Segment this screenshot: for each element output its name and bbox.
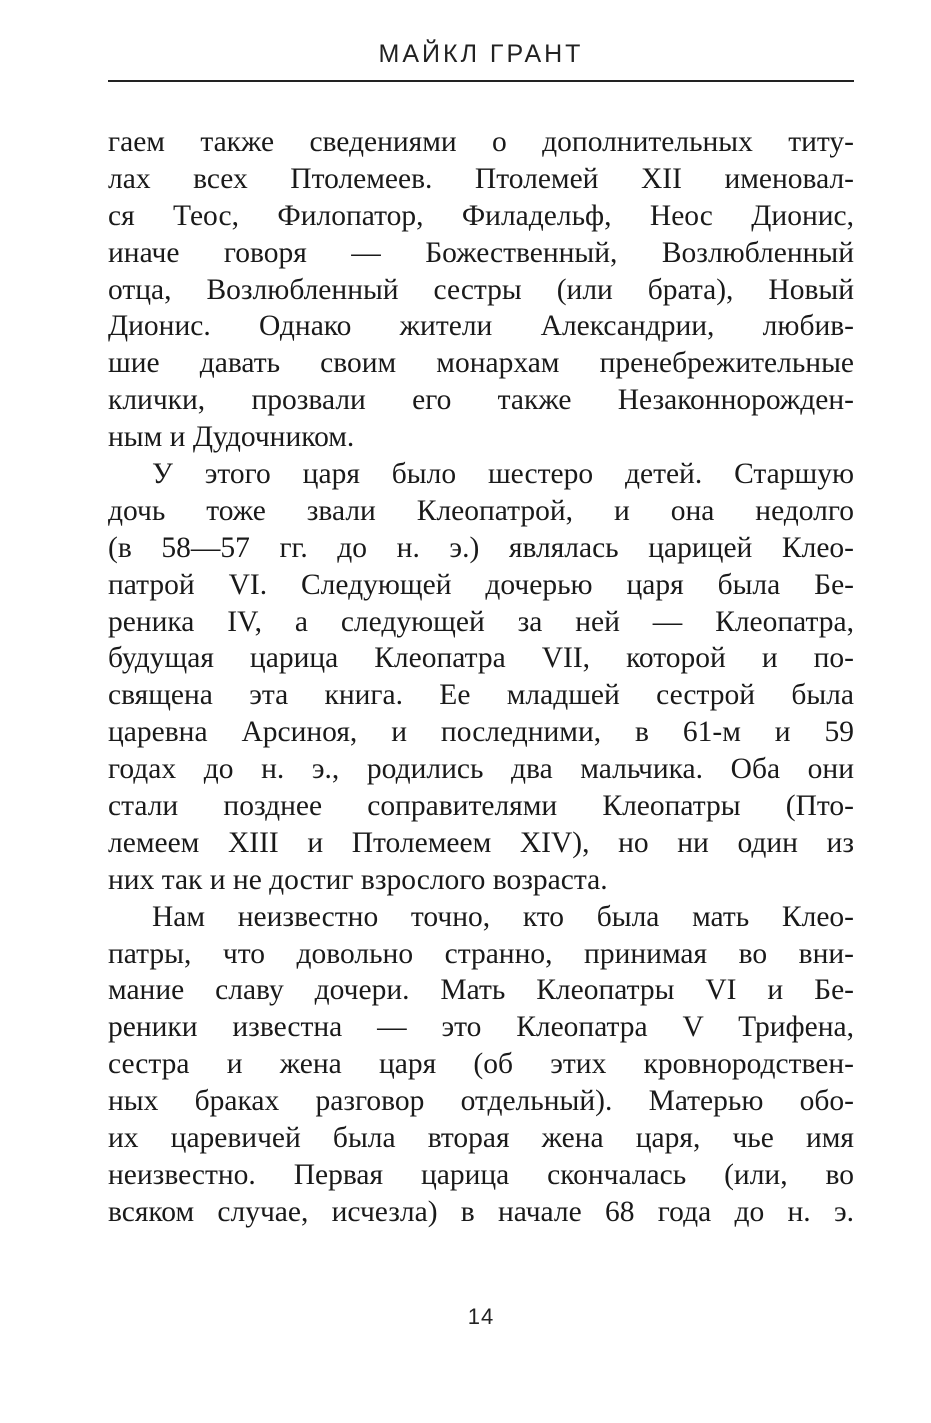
text-line: ным и Дудочником.	[108, 421, 355, 454]
text-line: священа эта книга. Ее младшей сестрой была	[108, 679, 854, 712]
text-line: патры, что довольно странно, принимая во вни-	[108, 937, 854, 970]
text-line: (в 58—57 гг. до н. э.) являлась царицей Клео-	[108, 531, 854, 564]
text-line: них так и не достиг взрослого возраста.	[108, 863, 608, 896]
text-line: дочь тоже звали Клеопатрой, и она недолго	[108, 494, 854, 527]
text-line: лах всех Птолемеев. Птолемей XII именовал-	[108, 162, 854, 195]
text-line: ных браках разговор отдельный). Матерью обо-	[108, 1085, 854, 1118]
text-line: сестра и жена царя (об этих кровнородствен-	[108, 1048, 854, 1081]
text-line: всяком случае, исчезла) в начале 68 года до н. э.	[108, 1195, 854, 1228]
text-line: гаем также сведениями о дополнительных титу-	[108, 126, 854, 158]
text-line: царевна Арсиноя, и последними, в 61-м и 59	[108, 716, 854, 749]
paragraph-2	[108, 456, 854, 899]
header-rule	[108, 80, 854, 82]
page-number: 14	[467, 1304, 495, 1329]
text-line: реника IV, а следующей за ней — Клеопатра,	[108, 605, 854, 638]
text-line: Нам неизвестно точно, кто была мать Клео-	[152, 900, 854, 933]
text-line: ся Теос, Филопатор, Филадельф, Неос Дионис,	[108, 199, 854, 232]
text-line: патрой VI. Следующей дочерью царя была Бе-	[108, 568, 854, 601]
text-line: отца, Возлюбленный сестры (или брата), Новый	[108, 273, 854, 306]
text-line: Дионис. Однако жители Александрии, любив-	[108, 310, 854, 343]
text-line: У этого царя было шестеро детей. Старшую	[152, 458, 854, 491]
text-line: мание славу дочери. Мать Клеопатры VI и Бе-	[108, 974, 854, 1007]
text-line: неизвестно. Первая царица скончалась (или, во	[108, 1158, 854, 1191]
text-line: иначе говоря — Божественный, Возлюбленный	[108, 236, 854, 269]
paragraph-1	[108, 124, 854, 456]
paragraph-3	[108, 899, 854, 1231]
text-line: клички, прозвали его также Незаконнорожден-	[108, 384, 854, 417]
text-line: реники известна — это Клеопатра V Трифена,	[108, 1011, 854, 1044]
text-line: годах до н. э., родились два мальчика. Оба они	[108, 753, 854, 786]
text-line: будущая царица Клеопатра VII, которой и по-	[108, 642, 854, 675]
text-line: шие давать своим монархам пренебрежительные	[108, 347, 854, 380]
running-head: МАЙКЛ ГРАНТ	[378, 40, 584, 68]
text-line: их царевичей была вторая жена царя, чье имя	[108, 1122, 854, 1155]
text-line: лемеем XIII и Птолемеем XIV), но ни один из	[108, 826, 854, 859]
text-line: стали позднее соправителями Клеопатры (Пто-	[108, 790, 854, 823]
body-text	[108, 124, 854, 1231]
